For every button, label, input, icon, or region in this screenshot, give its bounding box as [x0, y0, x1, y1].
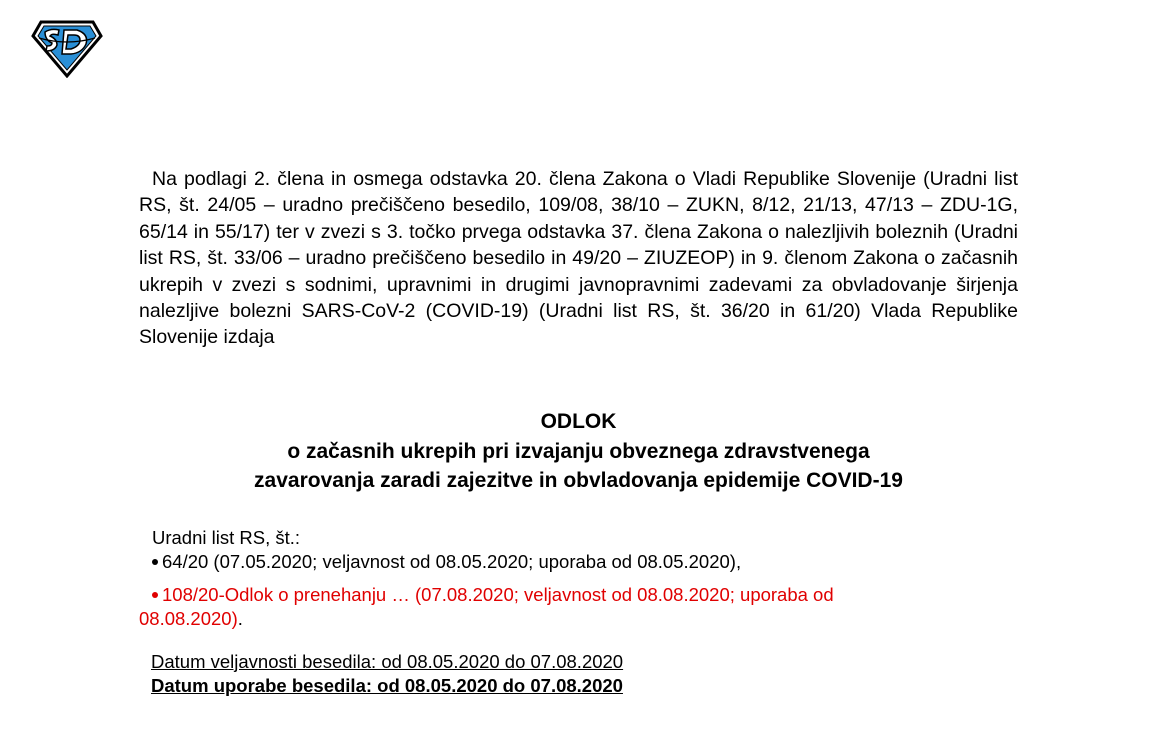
decree-title: ODLOK [540, 410, 617, 433]
gazette-item-amendment [139, 583, 1018, 631]
validity-date: Datum veljavnosti besedila: od 08.05.2020 do 07.08.2020 [151, 651, 624, 672]
gazette-label: Uradni list RS, št.: [152, 527, 301, 548]
text-dates [151, 650, 623, 698]
decree-subtitle-line-2: zavarovanja zaradi zajezitve in obvladovanja epidemije COVID-19 [254, 469, 903, 492]
bullet-icon [152, 592, 158, 598]
decree-title-block [139, 407, 1018, 495]
preamble-paragraph: Na podlagi 2. člena in osmega odstavka 20. člena Zakona o Vladi Republike Slovenije (Uradni list RS, št. 24/05 – uradno prečiščeno besedilo, 109/08, 38/10 – ZUKN, 8/12, 21/13, 47/13 – ZDU-1G, 65/14 in 55/17) ter v zvezi s 3. točko prvega odstavka 37. člena Zakona o nalezljivih boleznih (Uradni list RS, št. 33/06 – uradno prečiščeno besedilo in 49/20 – ZIUZEOP) in 9. členom Zakona o začasnih ukrepih v zvezi s sodnimi, upravnimi in drugimi javnopravnimi zadevami za obvladovanje širjenja nalezljive bolezni SARS-CoV-2 (COVID-19) (Uradni list RS, št. 36/20 in 61/20) Vlada Republike Slovenije izdaja [139, 168, 1018, 349]
gazette-item-amendment-period: . [237, 608, 243, 629]
decree-subtitle-line-1: o začasnih ukrepih pri izvajanju obveznega zdravstvenega [287, 440, 870, 463]
gazette-item-original-text: 64/20 (07.05.2020; veljavnost od 08.05.2020; uporaba od 08.05.2020), [162, 551, 742, 572]
gazette-item-original [139, 550, 1018, 574]
sd-logo-icon [31, 18, 103, 78]
gazette-item-amendment-text: 108/20-Odlok o prenehanju … (07.08.2020; veljavnost od 08.08.2020; uporaba od [162, 584, 834, 605]
official-gazette-list [139, 526, 1018, 631]
bullet-icon [152, 559, 158, 565]
application-date: Datum uporabe besedila: od 08.05.2020 do 07.08.2020 [151, 675, 623, 696]
gazette-item-amendment-continuation: 08.08.2020) [139, 608, 238, 629]
